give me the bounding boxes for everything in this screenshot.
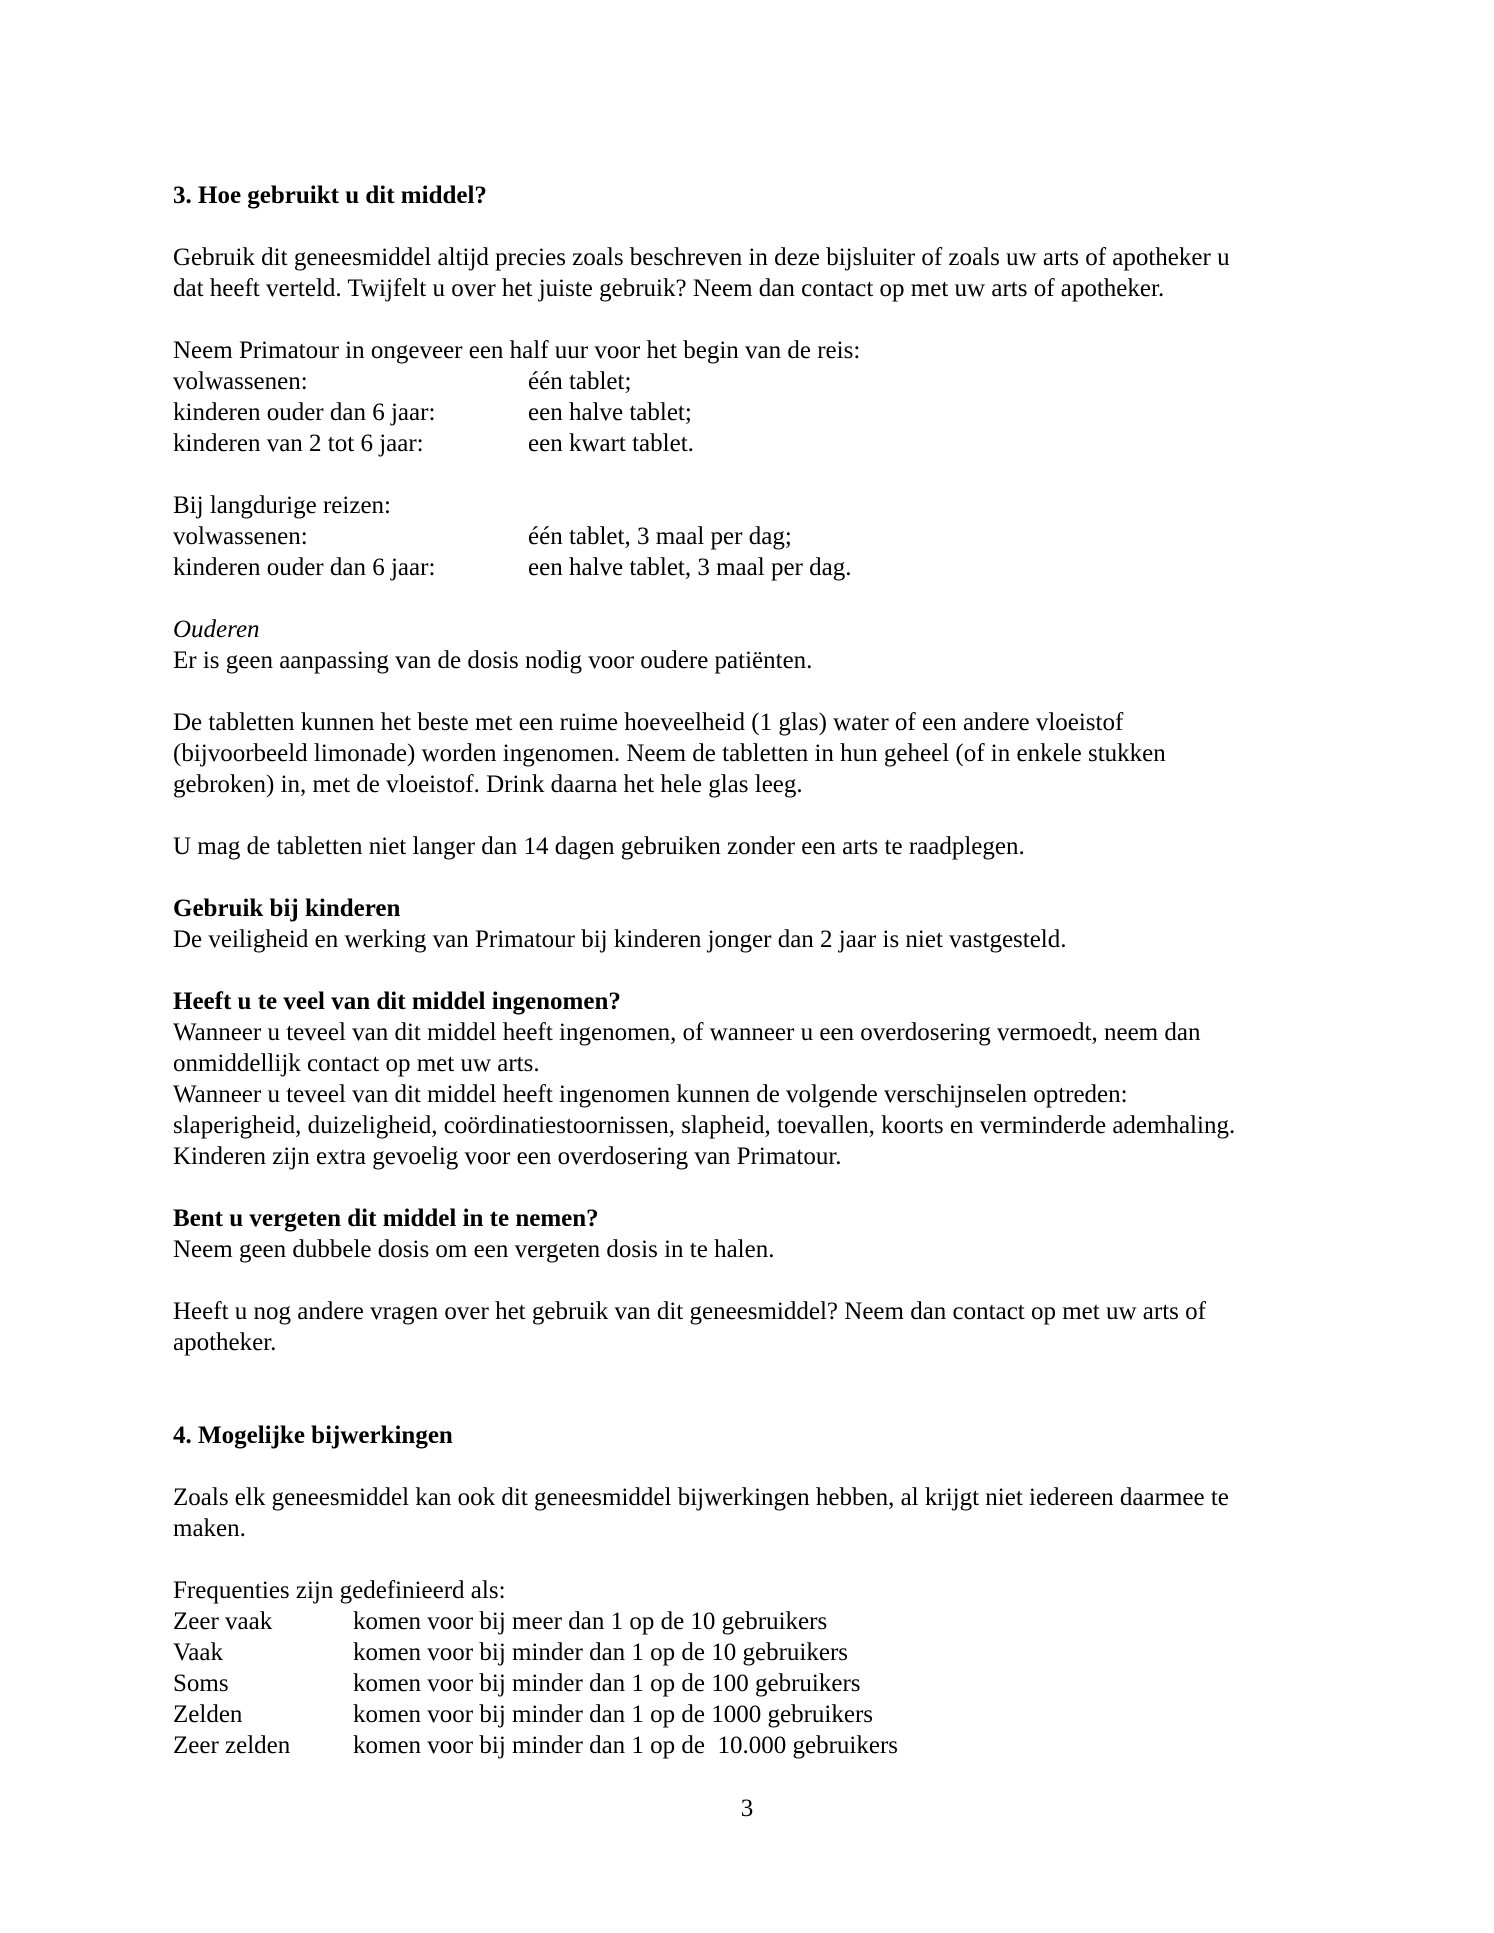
table-row — [173, 428, 1354, 459]
row-label: kinderen ouder dan 6 jaar: — [173, 554, 436, 581]
paragraph-line: apotheker. — [173, 1329, 277, 1356]
row-value: komen voor bij minder dan 1 op de 10 gebruikers — [353, 1639, 849, 1666]
blank-line — [173, 459, 1354, 490]
paragraph-line: Wanneer u teveel van dit middel heeft ingenomen kunnen de volgende verschijnselen optreden: — [173, 1081, 1128, 1108]
blank-line — [173, 304, 1354, 335]
blank-line — [173, 862, 1354, 893]
blank-line — [173, 1451, 1354, 1482]
row-value: één tablet, 3 maal per dag; — [528, 523, 792, 550]
table-row — [173, 366, 1354, 397]
section-heading: Gebruik bij kinderen — [173, 895, 401, 922]
paragraph-line: maken. — [173, 1515, 246, 1542]
row-value: komen voor bij minder dan 1 op de 1000 gebruikers — [353, 1701, 874, 1728]
paragraph-line: slaperigheid, duizeligheid, coördinatiestoornissen, slapheid, toevallen, koorts en verminderde ademhaling. — [173, 1112, 1236, 1139]
paragraph-line: Frequenties zijn gedefinieerd als: — [173, 1577, 506, 1604]
row-label: Vaak — [173, 1639, 223, 1666]
paragraph-line: Bij langdurige reizen: — [173, 492, 391, 519]
paragraph-line: Er is geen aanpassing van de dosis nodig voor oudere patiënten. — [173, 647, 813, 674]
sub-heading-italic: Ouderen — [173, 616, 260, 643]
section-heading: 3. Hoe gebruikt u dit middel? — [173, 182, 487, 209]
table-row — [173, 1606, 1354, 1637]
blank-line — [173, 1265, 1354, 1296]
document-body — [173, 180, 1354, 1761]
row-value: één tablet; — [528, 368, 632, 395]
table-row — [173, 1699, 1354, 1730]
row-label: Soms — [173, 1670, 229, 1697]
row-label: Zeer vaak — [173, 1608, 273, 1635]
blank-line — [173, 583, 1354, 614]
table-row — [173, 397, 1354, 428]
table-row — [173, 1637, 1354, 1668]
paragraph-line: dat heeft verteld. Twijfelt u over het juiste gebruik? Neem dan contact op met uw arts of apotheker. — [173, 275, 1165, 302]
table-row — [173, 521, 1354, 552]
paragraph-line: Neem geen dubbele dosis om een vergeten dosis in te halen. — [173, 1236, 775, 1263]
paragraph-line: Heeft u nog andere vragen over het gebruik van dit geneesmiddel? Neem dan contact op met uw arts of — [173, 1298, 1206, 1325]
blank-line — [173, 211, 1354, 242]
paragraph-line: Gebruik dit geneesmiddel altijd precies zoals beschreven in deze bijsluiter of zoals uw arts of apotheker u — [173, 244, 1230, 271]
blank-line — [173, 1358, 1354, 1389]
table-row — [173, 1668, 1354, 1699]
row-label: Zeer zelden — [173, 1732, 291, 1759]
row-value: komen voor bij minder dan 1 op de 100 gebruikers — [353, 1670, 861, 1697]
row-value: komen voor bij meer dan 1 op de 10 gebruikers — [353, 1608, 828, 1635]
paragraph-line: Zoals elk geneesmiddel kan ook dit geneesmiddel bijwerkingen hebben, al krijgt niet iedereen daarmee te — [173, 1484, 1229, 1511]
blank-line — [173, 1172, 1354, 1203]
section-heading: 4. Mogelijke bijwerkingen — [173, 1422, 453, 1449]
row-label: volwassenen: — [173, 523, 308, 550]
row-value: een kwart tablet. — [528, 430, 694, 457]
paragraph-line: U mag de tabletten niet langer dan 14 dagen gebruiken zonder een arts te raadplegen. — [173, 833, 1025, 860]
paragraph-line: Kinderen zijn extra gevoelig voor een overdosering van Primatour. — [173, 1143, 842, 1170]
row-value: komen voor bij minder dan 1 op de 10.000 gebruikers — [353, 1732, 899, 1759]
section-heading: Bent u vergeten dit middel in te nemen? — [173, 1205, 599, 1232]
paragraph-line: onmiddellijk contact op met uw arts. — [173, 1050, 540, 1077]
row-label: kinderen van 2 tot 6 jaar: — [173, 430, 424, 457]
blank-line — [173, 955, 1354, 986]
paragraph-line: (bijvoorbeeld limonade) worden ingenomen. Neem de tabletten in hun geheel (of in enkele stukken — [173, 740, 1166, 767]
blank-line — [173, 1389, 1354, 1420]
paragraph-line: gebroken) in, met de vloeistof. Drink daarna het hele glas leeg. — [173, 771, 803, 798]
row-label: volwassenen: — [173, 368, 308, 395]
row-label: Zelden — [173, 1701, 243, 1728]
blank-line — [173, 676, 1354, 707]
blank-line — [173, 800, 1354, 831]
row-label: kinderen ouder dan 6 jaar: — [173, 399, 436, 426]
row-value: een halve tablet; — [528, 399, 692, 426]
table-row — [173, 1730, 1354, 1761]
paragraph-line: Neem Primatour in ongeveer een half uur voor het begin van de reis: — [173, 337, 861, 364]
table-row — [173, 552, 1354, 583]
section-heading: Heeft u te veel van dit middel ingenomen? — [173, 988, 621, 1015]
blank-line — [173, 1544, 1354, 1575]
paragraph-line: Wanneer u teveel van dit middel heeft ingenomen, of wanneer u een overdosering vermoedt, neem dan — [173, 1019, 1201, 1046]
paragraph-line: De veiligheid en werking van Primatour bij kinderen jonger dan 2 jaar is niet vastgesteld. — [173, 926, 1067, 953]
row-value: een halve tablet, 3 maal per dag. — [528, 554, 852, 581]
paragraph-line: De tabletten kunnen het beste met een ruime hoeveelheid (1 glas) water of een andere vloeistof — [173, 709, 1124, 736]
page-number: 3 — [740, 1795, 754, 1822]
